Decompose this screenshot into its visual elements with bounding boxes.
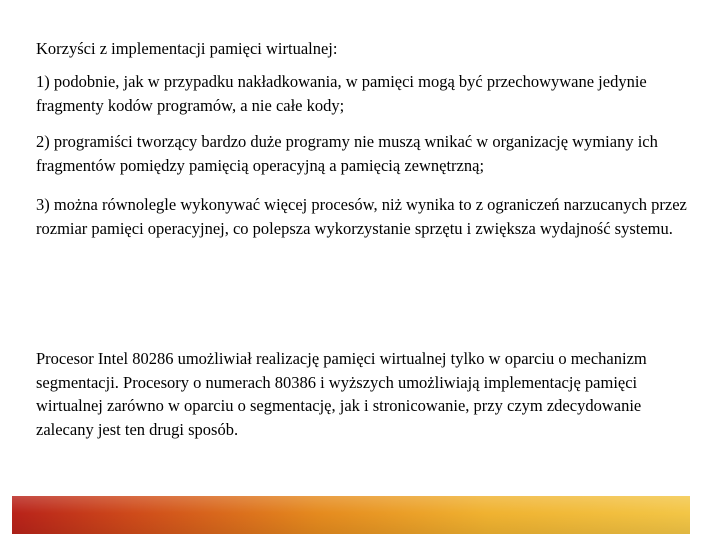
benefit-point-3: 3) można równolegle wykonywać więcej procesów, niż wynika to z ograniczeń narzucanych przez rozmiar pamięci operacyjnej, co polepsza wykorzystanie sprzętu i zwiększa wydajność systemu. <box>36 195 687 238</box>
footer-gradient-bar <box>12 496 690 534</box>
benefit-point-1: 1) podobnie, jak w przypadku nakładkowania, w pamięci mogą być przechowywane jedynie fragmenty kodów programów, a nie całe kody; <box>36 72 647 115</box>
processor-note: Procesor Intel 80286 umożliwiał realizację pamięci wirtualnej tylko w oparciu o mechanizm segmentacji. Procesory o numerach 80386 i wyższych umożliwiają implementację pamięci wirtualnej zarówno w oparciu o segmentację, jak i stronicowanie, przy czym zdecydowanie zalecany jest ten drugi sposób. <box>36 349 647 439</box>
benefit-point-2: 2) programiści tworzący bardzo duże programy nie muszą wnikać w organizację wymiany ich fragmentów pomiędzy pamięcią operacyjną a pamięcią zewnętrzną; <box>36 132 658 175</box>
slide-heading: Korzyści z implementacji pamięci wirtualnej: <box>36 39 338 58</box>
